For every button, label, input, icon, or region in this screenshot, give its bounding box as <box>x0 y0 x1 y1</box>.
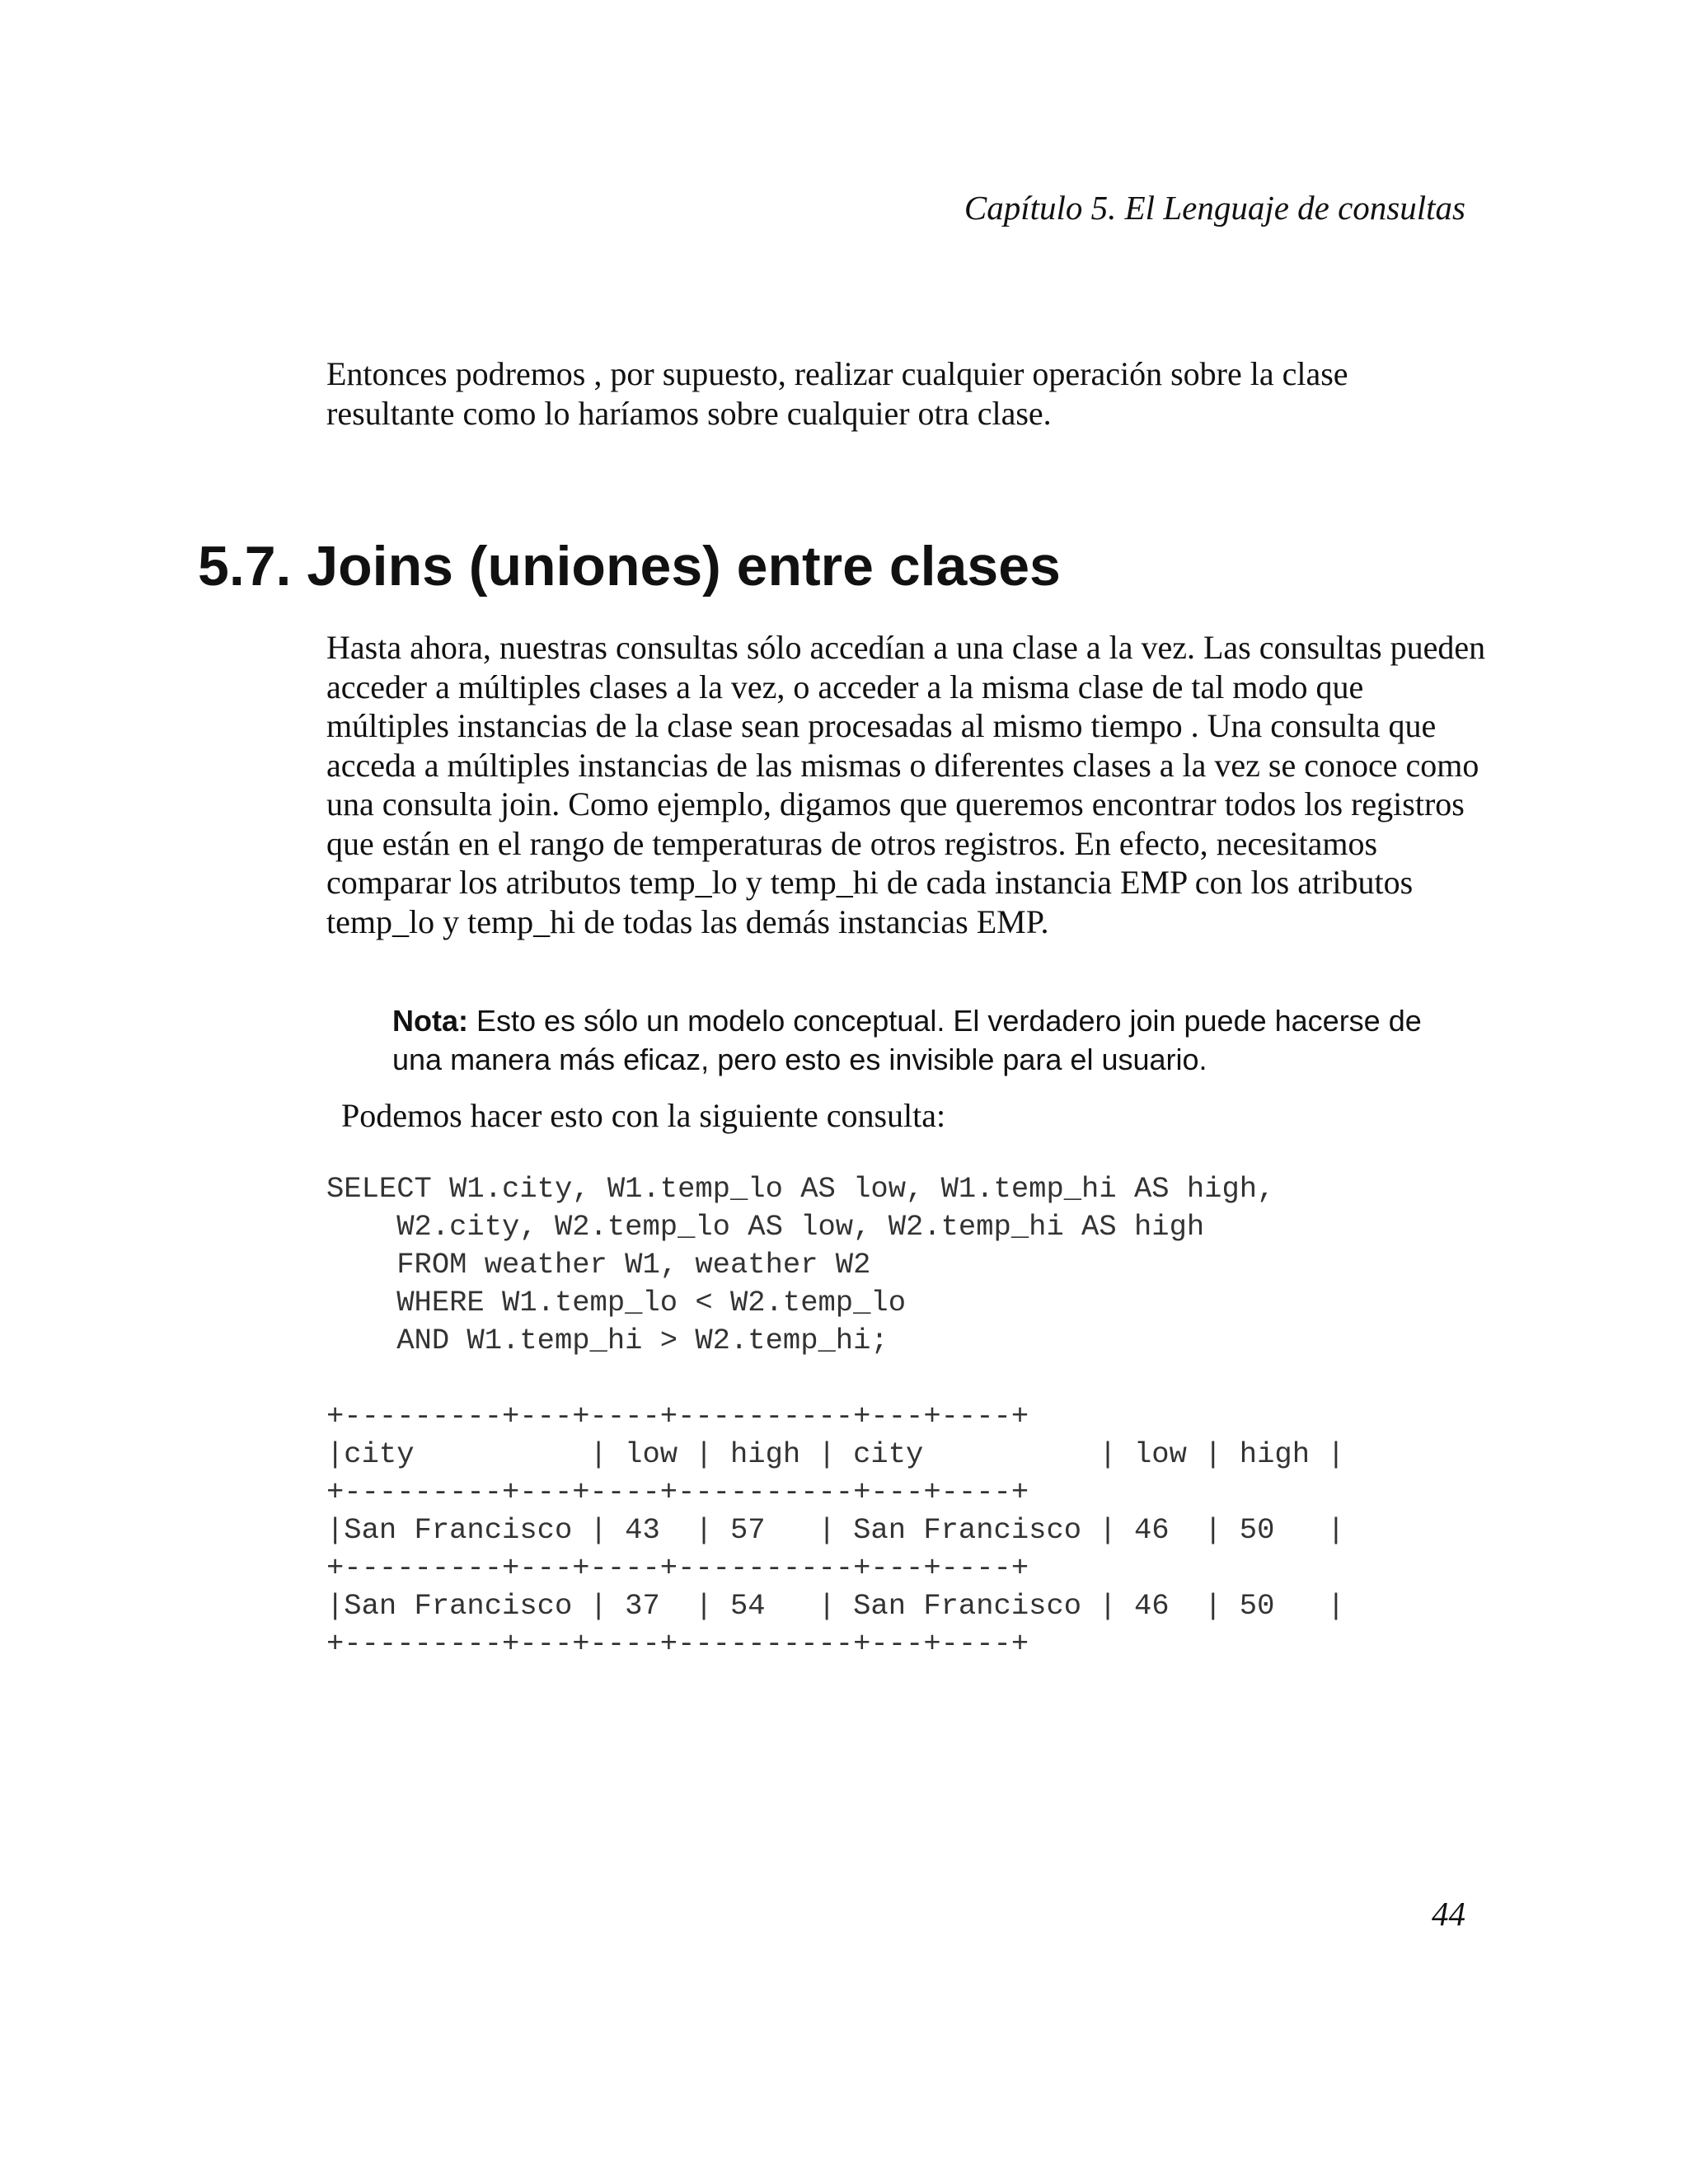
sql-line: FROM weather W1, weather W2 <box>326 1248 871 1282</box>
result-border-line: +---------+---+----+----------+---+----+ <box>326 1627 1029 1661</box>
sql-line: W2.city, W2.temp_lo AS low, W2.temp_hi AS high <box>326 1210 1205 1244</box>
note-text: Esto es sólo un modelo conceptual. El verdadero join puede hacerse de <box>468 1004 1422 1038</box>
intro-line: resultante como lo haríamos sobre cualquier otra clase. <box>326 394 1052 432</box>
paragraph-line: una consulta join. Como ejemplo, digamos que queremos encontrar todos los registros <box>326 785 1465 823</box>
paragraph-line: acceder a múltiples clases a la vez, o acceder a la misma clase de tal modo que <box>326 668 1364 705</box>
paragraph-line: comparar los atributos temp_lo y temp_hi de cada instancia EMP con los atributos <box>326 864 1414 901</box>
paragraph-line: que están en el rango de temperaturas de otros registros. En efecto, necesitamos <box>326 824 1378 862</box>
result-row: |San Francisco | 43 | 57 | San Francisco | 46 | 50 | <box>326 1513 1345 1547</box>
sql-line: WHERE W1.temp_lo < W2.temp_lo <box>326 1286 907 1319</box>
sql-line: AND W1.temp_hi > W2.temp_hi; <box>326 1324 889 1357</box>
note-line <box>392 1001 1422 1040</box>
result-border-line: +---------+---+----+----------+---+----+ <box>326 1551 1029 1585</box>
running-header: Capítulo 5. El Lenguaje de consultas <box>964 189 1465 227</box>
note-label: Nota: <box>392 1004 468 1038</box>
joins-paragraph <box>326 628 1485 941</box>
result-header-row: |city | low | high | city | low | high | <box>326 1437 1345 1471</box>
note-box <box>392 1001 1422 1079</box>
sql-line: SELECT W1.city, W1.temp_lo AS low, W1.temp_hi AS high, <box>326 1172 1275 1206</box>
paragraph-line: Hasta ahora, nuestras consultas sólo accedían a una clase a la vez. Las consultas pueden <box>326 629 1486 666</box>
paragraph-line: múltiples instancias de la clase sean procesadas al mismo tiempo . Una consulta que <box>326 707 1437 744</box>
intro-line: Entonces podremos , por supuesto, realizar cualquier operación sobre la clase <box>326 355 1348 392</box>
section-heading: 5.7. Joins (uniones) entre clases <box>198 535 1061 598</box>
result-border-line: +---------+---+----+----------+---+----+ <box>326 1475 1029 1509</box>
result-border-line: +---------+---+----+----------+---+----+ <box>326 1399 1029 1433</box>
paragraph-line: acceda a múltiples instancias de las mismas o diferentes clases a la vez se conoce como <box>326 746 1479 784</box>
paragraph-line: temp_lo y temp_hi de todas las demás instancias EMP. <box>326 902 1049 940</box>
query-lead-in: Podemos hacer esto con la siguiente consulta: <box>341 1097 946 1134</box>
intro-paragraph <box>326 354 1348 433</box>
page-number: 44 <box>1432 1895 1465 1933</box>
sql-query-block <box>326 1170 1274 1360</box>
note-line: una manera más eficaz, pero esto es invisible para el usuario. <box>392 1043 1207 1076</box>
result-row: |San Francisco | 37 | 54 | San Francisco | 46 | 50 | <box>326 1589 1345 1623</box>
query-result-table <box>326 1398 1345 1663</box>
